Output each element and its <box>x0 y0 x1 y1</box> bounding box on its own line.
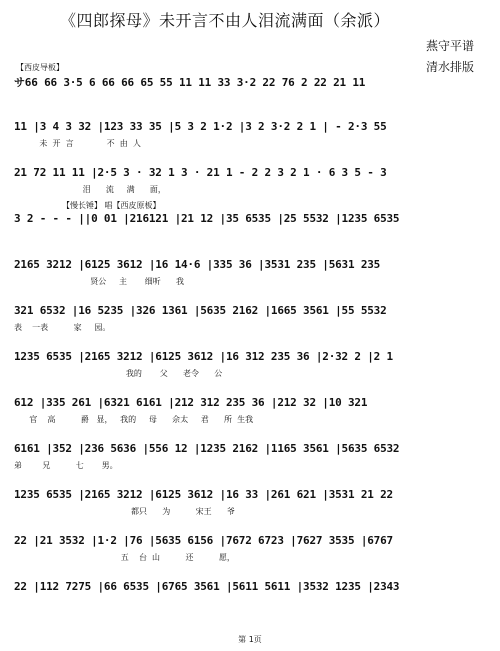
notation-credit: 燕守平谱 <box>425 39 474 53</box>
notation-line: サ66 66 3·5 6 66 66 65 55 11 11 33 3·2 22 76 2 22 21 11 <box>14 76 366 89</box>
lyric-line: 五 台 山 还 愿， <box>14 553 235 562</box>
page-number: 第 1页 <box>238 635 262 644</box>
lyric-line: 都只 为 宋王 爷 <box>14 507 235 516</box>
lyric-line: 表 一表 家 园。 <box>14 323 111 332</box>
notation-line: 3 2 - - - ||0 01 |216121 |21 12 |35 6535 |25 5532 |1235 6535 <box>14 212 400 225</box>
lyric-line: 泪 流 满 面， <box>14 185 166 194</box>
notation-line: 21 72 11 11 |2·5 3 · 32 1 3 · 21 1 - 2 2 3 2 1 · 6 3 5 - 3 <box>14 166 387 179</box>
lyric-line: 官 高 爵 显， 我的 母 佘太 君 所 生我 <box>14 415 254 424</box>
notation-line: 22 |112 7275 |66 6535 |6765 3561 |5611 5611 |3532 1235 |2343 <box>14 580 400 593</box>
notation-line: 11 |3 4 3 32 |123 33 35 |5 3 2 1·2 |3 2 3·2 2 1 | - 2·3 55 <box>14 120 387 133</box>
lyric-line: 弟 兄 七 男。 <box>14 461 118 470</box>
notation-line: 6161 |352 |236 5636 |556 12 |1235 2162 |1165 3561 |5635 6532 <box>14 442 400 455</box>
notation-line: 2165 3212 |6125 3612 |16 14·6 |335 36 |3531 235 |5631 235 <box>14 258 381 271</box>
notation-line: 321 6532 |16 5235 |326 1361 |5635 2162 |1665 3561 |55 5532 <box>14 304 387 317</box>
section-marking: 【慢长锤】 唱【西皮原板】 <box>62 201 161 210</box>
lyric-line: 贤公 主 细听 我 <box>14 277 185 286</box>
notation-line: 612 |335 261 |6321 6161 |212 312 235 36 |212 32 |10 321 <box>14 396 368 409</box>
section-marking: 【西皮导板】 <box>16 63 64 72</box>
notation-line: 1235 6535 |2165 3212 |6125 3612 |16 33 |261 621 |3531 21 22 <box>14 488 393 501</box>
lyric-line: 未 开 言 不 由 人 <box>14 139 141 148</box>
lyric-line: 我的 父 老令 公 <box>14 369 223 378</box>
notation-line: 22 |21 3532 |1·2 |76 |5635 6156 |7672 6723 |7627 3535 |6767 <box>14 534 393 547</box>
typeset-credit: 清水排版 <box>425 60 474 74</box>
notation-line: 1235 6535 |2165 3212 |6125 3612 |16 312 235 36 |2·32 2 |2 1 <box>14 350 393 363</box>
page-title: 《四郎探母》未开言不由人泪流满面（余派） <box>60 11 391 30</box>
